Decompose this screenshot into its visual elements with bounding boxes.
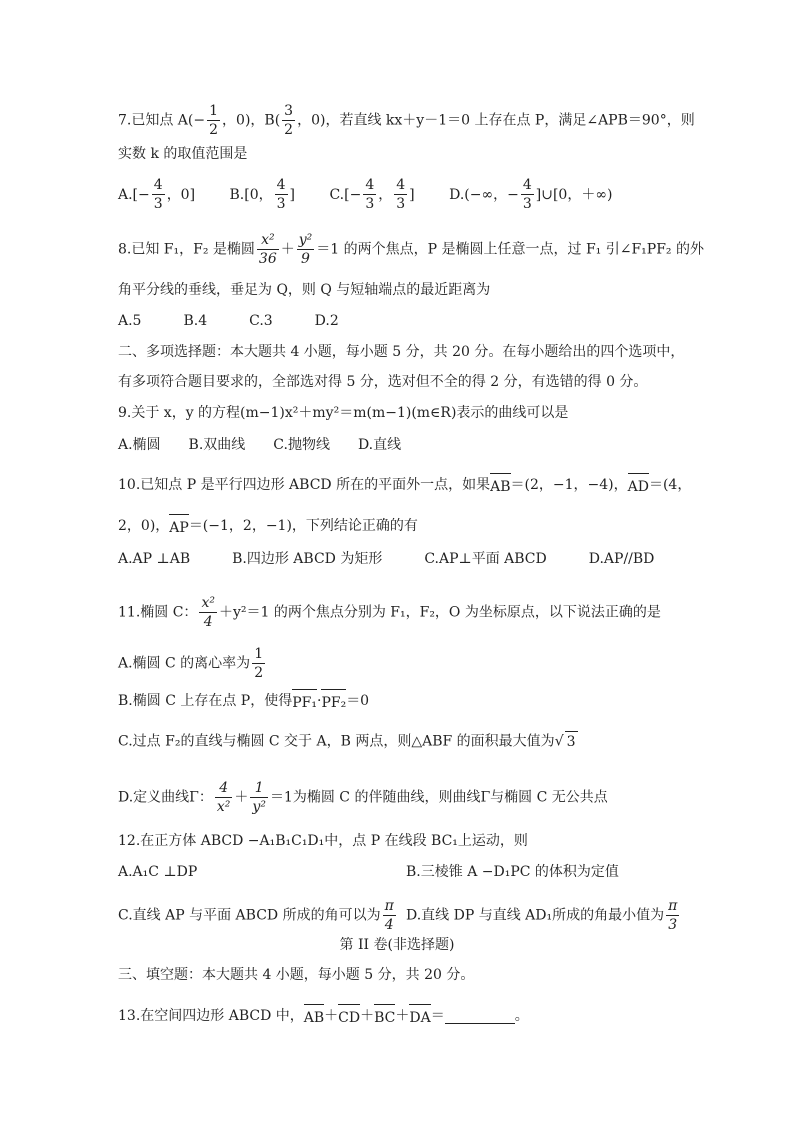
vector-pf2: PF₂ [321, 689, 346, 713]
vector-bc: BC [374, 1004, 395, 1028]
q12-option-b: B.三棱锥 A −D₁PC 的体积为定值 [406, 864, 619, 880]
q7-option-a: A.[− $\frac{4}{3}$ ，0] [118, 177, 196, 212]
vector-da: DA [409, 1004, 430, 1028]
vector-ad: AD [628, 473, 649, 497]
q10-stem-line2: 2，0)，AP＝(−1，2，−1)，下列结论正确的有 [118, 514, 418, 538]
q12-option-d: D.直线 DP 与直线 AD₁所成的角最小值为 $\frac{\pi}{3}$ [406, 898, 678, 933]
fraction: $\frac{\text{y²}}{9}$ [298, 232, 313, 267]
vector-cd: CD [338, 1004, 360, 1028]
q12-option-c: C.直线 AP 与平面 ABCD 所成的角可以为 $\frac{\pi}{4}$ [118, 898, 394, 933]
section-2-heading-line2: 有多项符合题目要求的，全部选对得 5 分，选对但不全的得 2 分，有选错的得 0 分。 [118, 374, 648, 390]
q10-stem: 10.已知点 P 是平行四边形 ABCD 所在的平面外一点，如果AB＝(2，−1，−4)，AD＝(4， [118, 473, 691, 497]
q8-options: A.5 B.4 C.3 D.2 [118, 313, 339, 329]
section-3-heading: 三、填空题：本大题共 4 小题，每小题 5 分，共 20 分。 [118, 967, 475, 983]
q8-stem: 8.已知 F₁，F₂ 是椭圆 $\frac{\text{x²}}{36}$ ＋ $\frac{\text{y²}}{9}$ ＝1 的两个焦点，P 是椭圆上任意一点，过 F₁ 引∠F₁PF₂ 的外 [118, 232, 704, 267]
fraction: $\frac{\pi}{4}$ [384, 898, 394, 933]
fraction: $\frac{\pi}{3}$ [668, 898, 678, 933]
vector-ap: AP [169, 514, 189, 538]
q10-options: A.AP ⊥AB B.四边形 ABCD 为矩形 C.AP⊥平面 ABCD D.AP//BD [118, 551, 655, 567]
q12-stem: 12.在正方体 ABCD −A₁B₁C₁D₁中，点 P 在线段 BC₁上运动，则 [118, 833, 528, 849]
part-2-title: 第 II 卷(非选择题) [339, 937, 455, 953]
fraction: $\frac{\text{x²}}{36}$ [258, 232, 277, 267]
fraction: $\frac{4}{\text{x²}}$ [216, 780, 231, 815]
q11-option-c: C.过点 F₂的直线与椭圆 C 交于 A，B 两点，则△ABF 的面积最大值为√ 3 [118, 731, 578, 752]
q11-option-a: A.椭圆 C 的离心率为 $\frac{1}{2}$ [118, 646, 264, 681]
q7-stem-line2: 实数 k 的取值范围是 [118, 146, 248, 162]
q7-option-d: D.(−∞，− $\frac{4}{3}$ ]∪[0，＋∞) [449, 177, 613, 212]
q7-options [118, 178, 612, 211]
fraction: $\frac{1}{\text{y²}}$ [252, 780, 266, 815]
fraction: $\frac{3}{2}$ [284, 103, 294, 138]
q7-stem: 7.已知点 A(− $\frac{1}{2}$ ，0)，B( $\frac{3}{2}$ ，0)，若直线 kx＋y－1＝0 上存在点 P，满足∠APB＝90°，则 [118, 103, 695, 138]
q13-stem: 13.在空间四边形 ABCD 中，AB＋CD＋BC＋DA＝ 。 [118, 1004, 529, 1028]
q11-stem: 11.椭圆 C： $\frac{\text{x²}}{4}$ ＋y²＝1 的两个焦点分别为 F₁，F₂，O 为坐标原点，以下说法正确的是 [118, 595, 661, 630]
q11-option-b: B.椭圆 C 上存在点 P，使得PF₁·PF₂＝0 [118, 689, 369, 713]
vector-ab: AB [490, 473, 510, 497]
fraction: $\frac{1}{2}$ [209, 103, 219, 138]
q7-option-c: C.[− $\frac{4}{3}$ ， $\frac{4}{3}$ ] [329, 177, 415, 212]
q11-option-d: D.定义曲线Γ： $\frac{4}{\text{x²}}$ ＋ $\frac{1}{\text{y²}}$ ＝1为椭圆 C 的伴随曲线，则曲线Γ与椭圆 C 无公共点 [118, 780, 608, 815]
q9-stem: 9.关于 x，y 的方程(m−1)x²＋my²＝m(m−1)(m∈R)表示的曲线可以是 [118, 405, 569, 421]
section-2-heading: 二、多项选择题：本大题共 4 小题，每小题 5 分，共 20 分。在每小题给出的四个选项中， [118, 344, 685, 360]
vector-pf1: PF₁ [292, 689, 317, 713]
q7-option-b: B.[0， $\frac{4}{3}$ ] [229, 177, 296, 212]
radical: 3 [565, 731, 578, 752]
vector-ab: AB [304, 1004, 324, 1028]
q8-stem-line2: 角平分线的垂线，垂足为 Q，则 Q 与短轴端点的最近距离为 [118, 282, 491, 298]
q9-options: A.椭圆 B.双曲线 C.抛物线 D.直线 [118, 437, 402, 453]
answer-blank [445, 1009, 515, 1024]
fraction: $\frac{\text{x²}}{4}$ [201, 595, 215, 630]
q12-option-a: A.A₁C ⊥DP [118, 864, 198, 880]
